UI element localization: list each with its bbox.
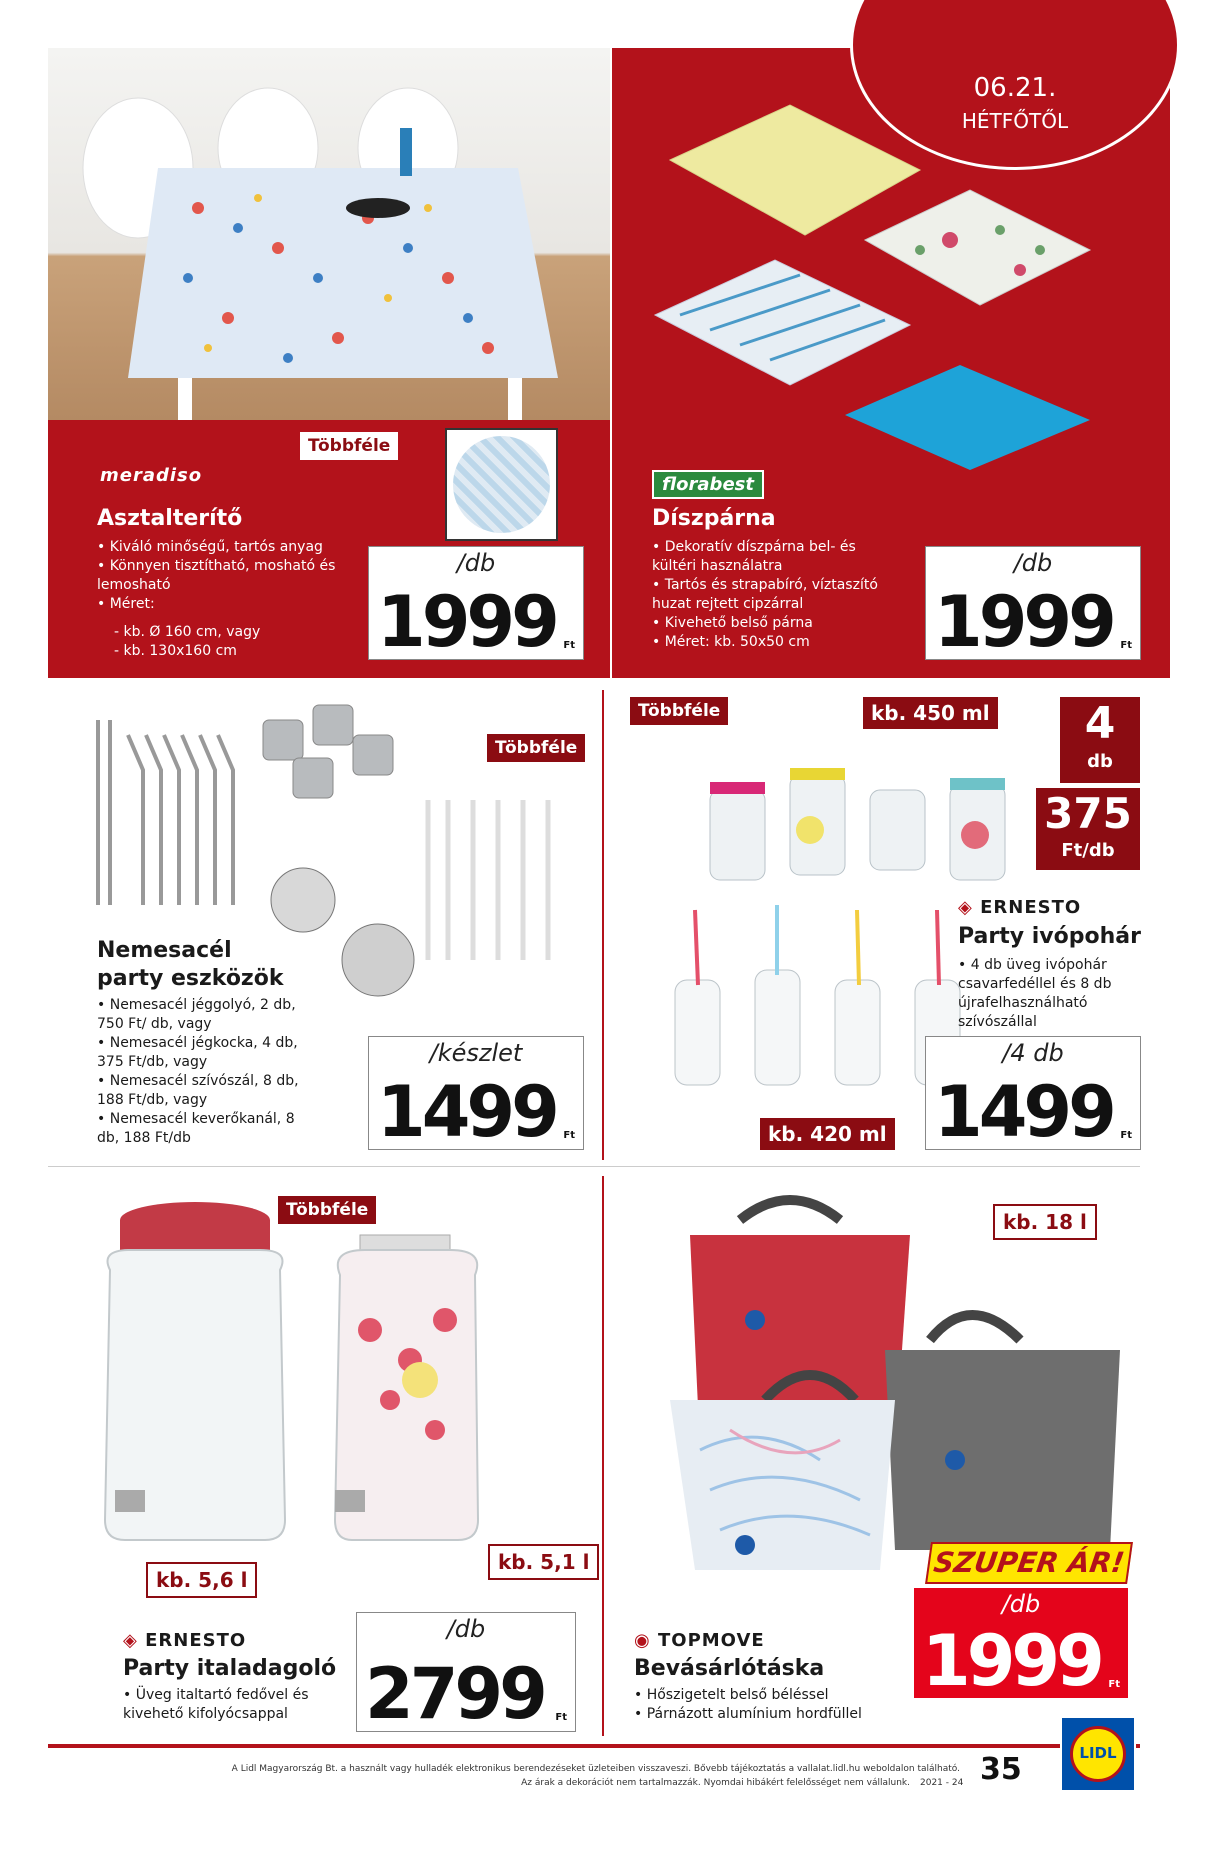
cushions-image xyxy=(640,100,1120,470)
lidl-logo xyxy=(1060,1716,1136,1792)
divider xyxy=(602,1176,604,1736)
cushion-title: Díszpárna xyxy=(652,506,776,531)
price-unit: /készlet xyxy=(429,1039,523,1067)
glass-count-badge xyxy=(1060,697,1140,783)
steel-title-1: Nemesacél xyxy=(97,938,232,963)
price-amount: 1999 xyxy=(934,581,1113,663)
steel-variety-tag: Többféle xyxy=(487,734,585,762)
page-number: 35 xyxy=(980,1752,1022,1787)
glass-price-box xyxy=(925,1036,1141,1153)
tablecloth-size-2: - kb. 130x160 cm xyxy=(114,643,237,659)
price-currency: Ft xyxy=(1120,1130,1132,1141)
price-unit: /db xyxy=(1001,1590,1041,1618)
footer-line xyxy=(48,1744,1140,1748)
super-price-label: SZUPER ÁR! xyxy=(931,1546,1127,1579)
tablecloth-photo xyxy=(48,48,610,420)
steel-bullet: • Nemesacél jégkocka, 4 db, 375 Ft/db, vagy xyxy=(97,1034,302,1072)
glass-volume-top: kb. 450 ml xyxy=(863,697,998,729)
topmove-logo-text: TOPMOVE xyxy=(658,1630,765,1651)
price-unit: /db xyxy=(446,1615,486,1643)
glass-variety-tag: Többféle xyxy=(630,697,728,725)
dispenser-variety-tag: Többféle xyxy=(278,1196,376,1224)
tablecloth-bullet: • Könnyen tisztítható, mosható és lemosható xyxy=(97,557,347,595)
price-amount: 1499 xyxy=(934,1071,1113,1153)
ernesto-logo xyxy=(958,897,1081,918)
price-unit: /4 db xyxy=(1002,1039,1064,1067)
price-amount: 1999 xyxy=(922,1620,1101,1702)
footer-week: 2021 - 24 xyxy=(920,1778,964,1788)
ernesto-logo-text: ERNESTO xyxy=(980,897,1082,918)
price-currency: Ft xyxy=(555,1712,567,1723)
dispenser-bullet: • Üveg italtartó fedővel és kivehető kifolyócsappal xyxy=(123,1686,343,1724)
price-currency: Ft xyxy=(563,640,575,651)
dispenser-title: Party italadagoló xyxy=(123,1656,337,1681)
ernesto-icon: ◈ xyxy=(958,897,973,918)
divider xyxy=(602,690,604,1160)
steel-bullet: • Nemesacél szívószál, 8 db, 188 Ft/db, vagy xyxy=(97,1072,302,1110)
steel-title-2: party eszközök xyxy=(97,966,284,991)
lidl-logo-text: LIDL xyxy=(1079,1744,1117,1762)
glass-bullet: • 4 db üveg ivópohár csavarfedéllel és 8 db újrafelhasználható szívószállal xyxy=(958,956,1148,1032)
price-currency: Ft xyxy=(563,1130,575,1141)
footer-legal-1: A Lidl Magyarország Bt. a használt vagy hulladék elektronikus berendezéseket üzleteiben visszaveszi. Bővebb tájékoztatás a vallalat.lidl.hu weboldalon található. xyxy=(231,1764,960,1774)
dispenser-volume-left: kb. 5,6 l xyxy=(146,1562,257,1598)
cushion-bullet: • Kivehető belső párna xyxy=(652,614,892,633)
divider xyxy=(48,1166,1140,1167)
glass-unit-price: 375 xyxy=(1044,789,1132,838)
cushion-price-box xyxy=(925,546,1141,663)
tablecloth-bullets xyxy=(97,538,347,614)
ernesto-logo xyxy=(123,1630,246,1651)
tablecloth-swatch xyxy=(445,428,558,541)
glass-count-unit: db xyxy=(1087,751,1113,772)
badge-from: HÉTFŐTŐL xyxy=(961,109,1069,133)
footer-legal-2: Az árak a dekorációt nem tartalmazzák. Nyomdai hibákért felelősséget nem vállalunk. xyxy=(521,1778,910,1788)
glass-unit-price-unit: Ft/db xyxy=(1061,840,1115,861)
price-amount: 1999 xyxy=(377,581,556,663)
ernesto-logo-text: ERNESTO xyxy=(145,1630,247,1651)
tablecloth-variety-tag: Többféle xyxy=(300,432,398,460)
topmove-logo xyxy=(634,1630,765,1651)
cushion-bullet: • Dekoratív díszpárna bel- és kültéri használatra xyxy=(652,538,892,576)
price-amount: 1499 xyxy=(377,1071,556,1153)
bag-bullet: • Hőszigetelt belső béléssel xyxy=(634,1686,894,1705)
florabest-logo-text: florabest xyxy=(662,474,754,495)
cushion-bullet: • Tartós és strapabíró, víztaszító huzat rejtett cipzárral xyxy=(652,576,892,614)
steel-price-box xyxy=(368,1036,584,1153)
florabest-logo xyxy=(652,470,764,499)
glass-unit-price-badge xyxy=(1036,788,1140,870)
badge-date: 06.21. xyxy=(973,73,1057,103)
dispenser-price-box xyxy=(356,1612,576,1735)
cushion-bullet: • Méret: kb. 50x50 cm xyxy=(652,633,892,652)
tablecloth-bullet: • Kiváló minőségű, tartós anyag xyxy=(97,538,347,557)
dispenser-volume-right: kb. 5,1 l xyxy=(488,1544,599,1580)
tablecloth-price-box xyxy=(368,546,584,663)
super-price-banner xyxy=(925,1542,1133,1584)
dispenser-bullets xyxy=(123,1686,343,1724)
glass-title: Party ivópohár xyxy=(958,924,1141,949)
price-currency: Ft xyxy=(1108,1679,1120,1690)
glass-count: 4 xyxy=(1084,698,1116,749)
ernesto-icon: ◈ xyxy=(123,1630,138,1651)
topmove-icon: ◉ xyxy=(634,1630,651,1651)
tablecloth-title: Asztalterítő xyxy=(97,506,243,531)
bag-bullets xyxy=(634,1686,894,1724)
price-currency: Ft xyxy=(1120,640,1132,651)
bags-image xyxy=(640,1190,1140,1570)
price-unit: /db xyxy=(1013,549,1053,577)
price-amount: 2799 xyxy=(365,1653,544,1735)
bag-bullet: • Párnázott alumínium hordfüllel xyxy=(634,1705,894,1724)
bag-price-box xyxy=(912,1586,1130,1700)
cushion-bullets xyxy=(652,538,892,652)
tablecloth-size-1: - kb. Ø 160 cm, vagy xyxy=(114,624,261,640)
steel-bullets xyxy=(97,996,302,1148)
steel-bullet: • Nemesacél jéggolyó, 2 db, 750 Ft/ db, vagy xyxy=(97,996,302,1034)
steel-bullet: • Nemesacél keverőkanál, 8 db, 188 Ft/db xyxy=(97,1110,302,1148)
glass-bullets xyxy=(958,956,1148,1032)
tablecloth-bullet: • Méret: xyxy=(97,595,347,614)
bag-title: Bevásárlótáska xyxy=(634,1656,825,1681)
dispensers-image xyxy=(90,1190,590,1570)
glass-volume-bottom: kb. 420 ml xyxy=(760,1118,895,1150)
meradiso-logo: meradiso xyxy=(100,465,203,486)
price-unit: /db xyxy=(456,549,496,577)
bag-volume-tag: kb. 18 l xyxy=(993,1204,1097,1240)
